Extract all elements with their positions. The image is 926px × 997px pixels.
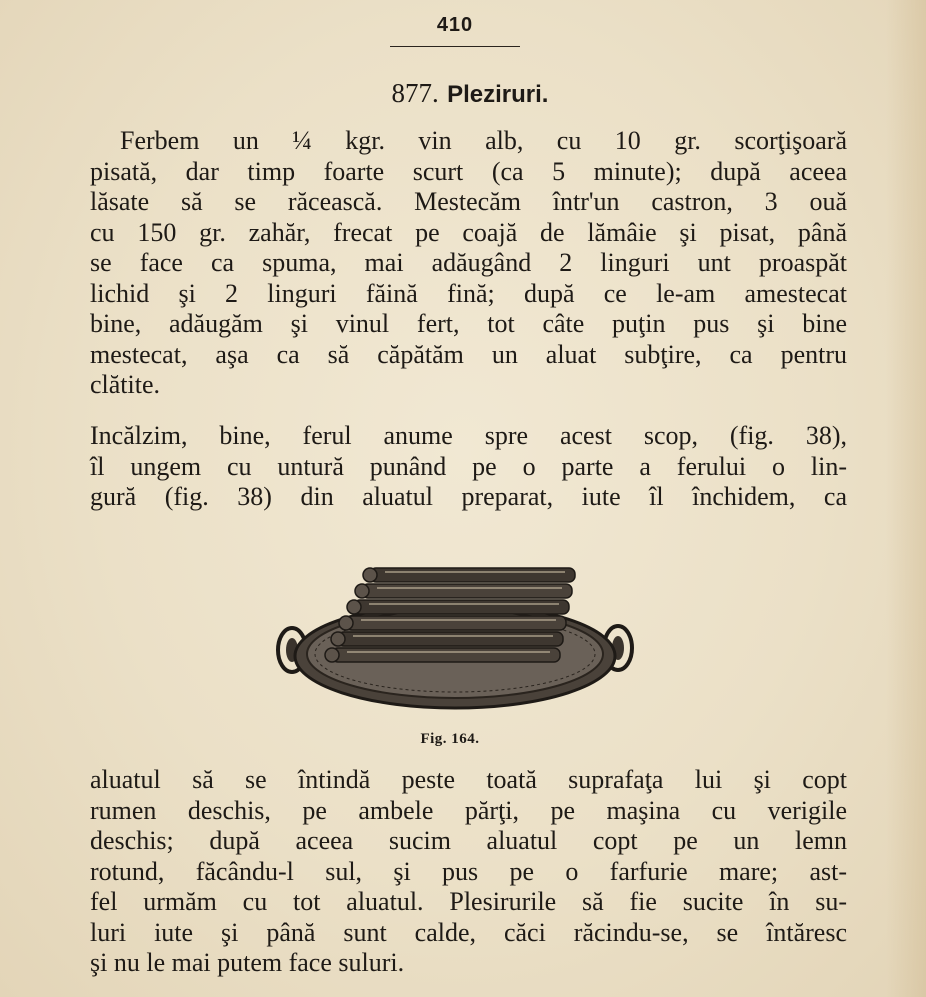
text-line: se face ca spuma, mai adăugând 2 linguri unt proaspăt [90, 248, 847, 277]
text-line: cu 150 gr. zahăr, frecat pe coajă de lămâie şi pisat, până [90, 217, 847, 247]
text-line: rumen deschis, pe ambele părţi, pe maşina cu verigile [90, 795, 847, 825]
text-line: îl ungem cu untură punând pe o parte a ferului o lin- [90, 451, 847, 481]
paragraph-heating [90, 421, 847, 513]
page-number-rule [390, 46, 520, 47]
text-line: rotund, făcându-l sul, şi pus pe o farfurie mare; ast- [90, 856, 847, 886]
text-line: gură (fig. 38) din aluatul preparat, iute îl închidem, ca [90, 482, 847, 511]
text-line: deschis; după aceea sucim aluatul copt pe un lemn [90, 826, 847, 855]
text-line: bine, adăugăm şi vinul fert, tot câte puţin pus şi bine [90, 309, 847, 338]
text-line: lichid şi 2 linguri făină fină; după ce le-am amestecat [90, 278, 847, 308]
figure-caption: Fig. 164. [420, 731, 480, 747]
page-edge-shadow [886, 0, 926, 997]
recipe-number: 877. [391, 78, 439, 108]
text-line: clătite. [90, 370, 161, 399]
text-line: luri iute şi până sunt calde, căci răcindu-se, se întăresc [90, 917, 847, 947]
text-line: Ferbem un ¼ kgr. vin alb, cu 10 gr. scorţişoară [120, 126, 847, 155]
paragraph-ingredients [90, 126, 847, 401]
text-line: aluatul să se întindă peste toată suprafaţa lui şi copt [90, 765, 847, 794]
recipe-title: Pleziruri. [447, 81, 549, 108]
text-line: mestecat, aşa ca să căpătăm un aluat subţire, ca pentru [90, 339, 847, 369]
text-line: lăsate să se răcească. Mestecăm într'un castron, 3 ouă [90, 187, 847, 216]
text-line: fel urmăm cu tot aluatul. Plesirurile să fie sucite în su- [90, 887, 847, 916]
figure-illustration [270, 558, 640, 718]
page-number: 410 [436, 14, 474, 36]
text-line: pisată, dar timp foarte scurt (ca 5 minute); după aceea [90, 156, 847, 186]
text-line: şi nu le mai putem face suluri. [90, 948, 405, 977]
recipe-heading [300, 78, 640, 109]
text-line: Incălzim, bine, ferul anume spre acest scop, (fig. 38), [90, 421, 847, 450]
paragraph-baking [90, 765, 847, 979]
